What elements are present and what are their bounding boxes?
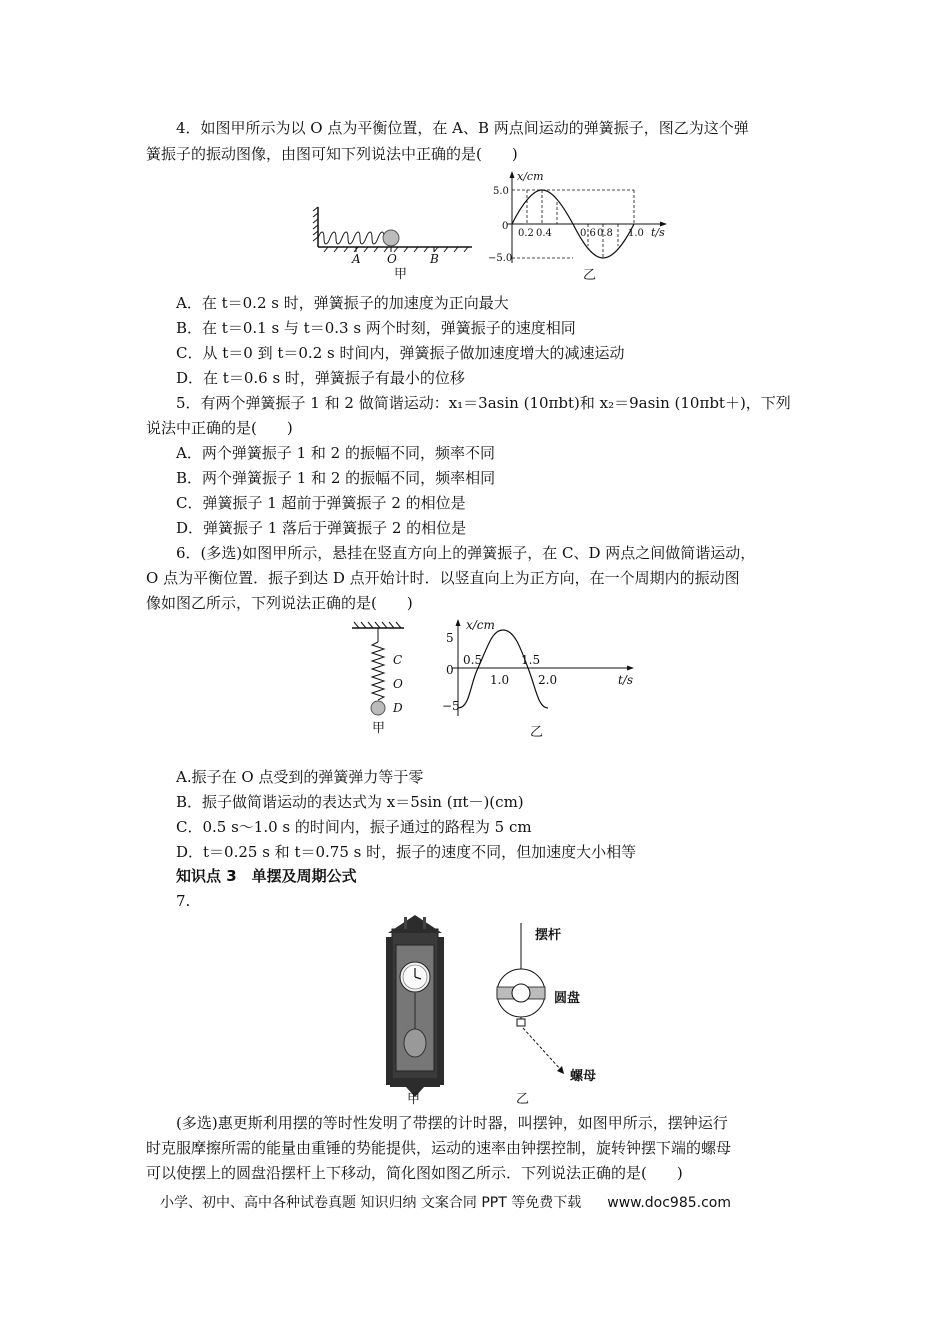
q4-stem-line2: 簧振子的振动图像，由图可知下列说法中正确的是( ) bbox=[146, 145, 518, 163]
q5-stem-line2: 说法中正确的是( ) bbox=[146, 419, 293, 437]
q7-stem-line1: (多选)惠更斯利用摆的等时性发明了带摆的计时器，叫摆钟，如图甲所示，摆钟运行 bbox=[176, 1114, 728, 1132]
caption-yi: 乙 bbox=[583, 268, 597, 283]
tick-t-0.2: 0.2 bbox=[518, 228, 534, 239]
q6-option-a: A.振子在 O 点受到的弹簧弹力等于零 bbox=[176, 768, 424, 786]
q7-number: 7. bbox=[176, 892, 191, 910]
q4-option-c: C．从 t＝0 到 t＝0.2 s 时间内，弹簧振子做加速度增大的减速运动 bbox=[176, 344, 625, 362]
q5-option-d: D．弹簧振子 1 落后于弹簧振子 2 的相位是 bbox=[176, 519, 467, 537]
label-nut: 螺母 bbox=[570, 1069, 597, 1084]
label-D: D bbox=[393, 701, 403, 715]
label-rod: 摆杆 bbox=[535, 928, 562, 943]
q6-stem-line2: O 点为平衡位置．振子到达 D 点开始计时．以竖直向上为正方向，在一个周期内的振动图 bbox=[146, 569, 740, 587]
footer-url[interactable]: www.doc985.com bbox=[607, 1195, 731, 1211]
tick-t-1.0: 1.0 bbox=[628, 228, 644, 239]
pendulum-clock-illustration bbox=[386, 915, 444, 1097]
q6-option-b: B．振子做简谐运动的表达式为 x＝5sin (πt－)(cm) bbox=[176, 793, 524, 811]
footer-text: 小学、初中、高中各种试卷真题 知识归纳 文案合同 PPT 等免费下载 bbox=[160, 1195, 582, 1211]
tick-t-2.0: 2.0 bbox=[538, 673, 558, 687]
q4-option-a: A．在 t＝0.2 s 时，弹簧振子的加速度为正向最大 bbox=[176, 294, 509, 312]
q4-vibration-graph bbox=[485, 168, 675, 283]
caption-jia: 甲 bbox=[394, 267, 408, 282]
tick-y-neg: −5 bbox=[442, 699, 460, 713]
q6-option-c: C．0.5 s～1.0 s 的时间内，振子通过的路程为 5 cm bbox=[176, 818, 532, 836]
tick-t-0.5: 0.5 bbox=[463, 653, 483, 667]
label-disk: 圆盘 bbox=[554, 991, 581, 1006]
label-B: B bbox=[430, 252, 439, 266]
label-A: A bbox=[352, 252, 361, 266]
q4-option-d: D．在 t＝0.6 s 时，弹簧振子有最小的位移 bbox=[176, 369, 465, 387]
tick-t-0.4: 0.4 bbox=[536, 228, 552, 239]
q5-option-b: B．两个弹簧振子 1 和 2 的振幅不同，频率相同 bbox=[176, 469, 496, 487]
tick-y-zero: 0 bbox=[502, 221, 509, 232]
q6-vibration-graph bbox=[430, 616, 645, 740]
axis-label-x: x/cm bbox=[517, 170, 544, 183]
q4-spring-oscillator-figure bbox=[310, 205, 480, 285]
tick-t-1.5: 1.5 bbox=[521, 653, 541, 667]
q5-option-c: C．弹簧振子 1 超前于弹簧振子 2 的相位是 bbox=[176, 494, 466, 512]
q7-stem-line2: 时克服摩擦所需的能量由重锤的势能提供，运动的速率由钟摆控制，旋转钟摆下端的螺母 bbox=[146, 1139, 732, 1157]
caption-jia: 甲 bbox=[372, 721, 386, 736]
axis-label-t: t/s bbox=[618, 673, 634, 687]
q6-stem-line1: 6．(多选)如图甲所示，悬挂在竖直方向上的弹簧振子，在 C、D 两点之间做简谐运动， bbox=[176, 544, 756, 562]
caption-jia: 甲 bbox=[407, 1092, 421, 1105]
page-footer bbox=[160, 1192, 731, 1212]
q6-option-d: D．t＝0.25 s 和 t＝0.75 s 时，振子的速度不同，但加速度大小相等 bbox=[176, 843, 637, 861]
tick-y-zero: 0 bbox=[446, 663, 454, 677]
tick-y-pos: 5 bbox=[446, 631, 454, 645]
label-C: C bbox=[393, 653, 403, 667]
q7-pendulum-clock-figure bbox=[380, 915, 610, 1105]
caption-yi: 乙 bbox=[530, 725, 544, 740]
section-heading: 知识点 3 单摆及周期公式 bbox=[176, 867, 357, 885]
q7-stem-line3: 可以使摆上的圆盘沿摆杆上下移动，简化图如图乙所示．下列说法正确的是( ) bbox=[146, 1164, 683, 1182]
q4-stem-line1: 4．如图甲所示为以 O 点为平衡位置，在 A、B 两点间运动的弹簧振子，图乙为这个弹 bbox=[176, 119, 749, 137]
tick-t-0.6: 0.6 bbox=[580, 228, 596, 239]
axis-label-x: x/cm bbox=[466, 618, 495, 632]
tick-t-0.8: 0.8 bbox=[597, 228, 613, 239]
q5-option-a: A．两个弹簧振子 1 和 2 的振幅不同，频率不同 bbox=[176, 444, 495, 462]
label-O: O bbox=[393, 677, 403, 691]
q6-stem-line3: 像如图乙所示，下列说法正确的是( ) bbox=[146, 594, 413, 612]
q5-stem-line1: 5．有两个弹簧振子 1 和 2 做简谐运动：x₁＝3asin (10πbt)和 x₂＝9asin (10πbt＋)，下列 bbox=[176, 394, 791, 412]
label-O: O bbox=[387, 252, 397, 266]
q4-option-b: B．在 t＝0.1 s 与 t＝0.3 s 两个时刻，弹簧振子的速度相同 bbox=[176, 319, 576, 337]
axis-label-t: t/s bbox=[651, 226, 665, 239]
tick-y-neg: −5.0 bbox=[488, 253, 513, 264]
tick-y-pos: 5.0 bbox=[493, 186, 509, 197]
q6-vertical-spring-figure bbox=[348, 618, 418, 740]
tick-t-1.0: 1.0 bbox=[490, 673, 510, 687]
caption-yi: 乙 bbox=[516, 1092, 530, 1105]
